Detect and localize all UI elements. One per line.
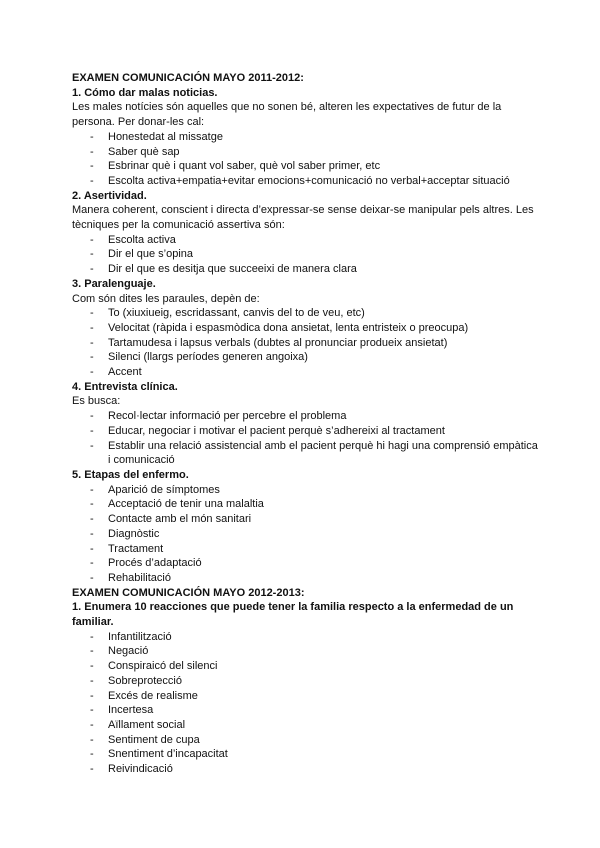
list-item (72, 527, 542, 542)
list-item-text: Aïllament social (108, 718, 186, 731)
bullet-list (72, 409, 542, 468)
list-item (72, 689, 542, 704)
list-item-text: Snentiment d’incapacitat (108, 748, 228, 761)
list-item (72, 321, 542, 336)
dash-bullet: - (90, 513, 94, 526)
list-item (72, 145, 542, 160)
list-item (72, 659, 542, 674)
dash-bullet: - (90, 424, 94, 437)
list-item (72, 306, 542, 321)
list-item (72, 703, 542, 718)
list-item-text: To (xiuxiueig, escridassant, canvis del to de veu, etc) (108, 307, 365, 320)
list-item-text: Conspiraicó del silenci (108, 660, 218, 673)
dash-bullet: - (90, 748, 94, 761)
list-item-text: Velocitat (ràpida i espasmòdica dona ansietat, lenta entristeix o preocupa) (108, 321, 469, 334)
section-heading: 2. Asertividad. (72, 189, 147, 202)
dash-bullet: - (90, 351, 94, 364)
list-item-text: Saber què sap (108, 145, 180, 158)
list-item (72, 674, 542, 689)
list-item-text: Reivindicació (108, 763, 173, 776)
list-item (72, 365, 542, 380)
list-item (72, 130, 542, 145)
list-item-text: Rehabilitació (108, 571, 171, 584)
list-item-text: Excés de realisme (108, 689, 198, 702)
list-item-text: Accent (108, 366, 142, 379)
list-item-text: Escolta activa+empatia+evitar emocions+comunicació no verbal+acceptar situació (108, 174, 510, 187)
dash-bullet: - (90, 660, 94, 673)
dash-bullet: - (90, 439, 94, 452)
list-item-text: Dir el que es desitja que succeeixi de manera clara (108, 263, 357, 276)
dash-bullet: - (90, 542, 94, 555)
dash-bullet: - (90, 689, 94, 702)
list-item-text: Esbrinar què i quant vol saber, què vol saber primer, etc (108, 160, 381, 173)
dash-bullet: - (90, 733, 94, 746)
bullet-list (72, 306, 542, 380)
dash-bullet: - (90, 498, 94, 511)
dash-bullet: - (90, 336, 94, 349)
list-item-text: Incertesa (108, 704, 154, 717)
list-item (72, 350, 542, 365)
dash-bullet: - (90, 557, 94, 570)
dash-bullet: - (90, 307, 94, 320)
dash-bullet: - (90, 248, 94, 261)
bullet-list (72, 483, 542, 586)
list-item (72, 718, 542, 733)
dash-bullet: - (90, 174, 94, 187)
list-item (72, 262, 542, 277)
dash-bullet: - (90, 130, 94, 143)
list-item-text: Acceptació de tenir una malaltia (108, 498, 264, 511)
list-item-text: Tractament (108, 542, 164, 555)
section-heading: 1. Cómo dar malas noticias. (72, 86, 218, 99)
document-page (72, 71, 542, 777)
section-heading: 4. Entrevista clínica. (72, 380, 178, 393)
exam-title: EXAMEN COMUNICACIÓN MAYO 2011-2012: (72, 72, 304, 84)
section-heading: 3. Paralenguaje. (72, 277, 156, 290)
list-item-text: Diagnòstic (108, 527, 160, 540)
list-item-text: Honestedat al missatge (108, 130, 223, 143)
dash-bullet: - (90, 718, 94, 731)
list-item (72, 630, 542, 645)
list-item (72, 247, 542, 262)
list-item (72, 733, 542, 748)
list-item (72, 483, 542, 498)
dash-bullet: - (90, 763, 94, 776)
list-item (72, 542, 542, 557)
dash-bullet: - (90, 527, 94, 540)
list-item (72, 556, 542, 571)
section-intro: Com són dites les paraules, depèn de: (72, 292, 260, 305)
list-item-text: Recol·lectar informació per percebre el problema (108, 410, 347, 423)
list-item-text: Aparició de símptomes (108, 483, 220, 496)
list-item (72, 571, 542, 586)
list-item-text: Tartamudesa i lapsus verbals (dubtes al pronunciar produeix ansietat) (108, 336, 448, 349)
list-item-text: Sobreprotecció (108, 674, 182, 687)
dash-bullet: - (90, 263, 94, 276)
dash-bullet: - (90, 704, 94, 717)
list-item (72, 233, 542, 248)
section-intro: Manera coherent, conscient i directa d’expressar-se sense deixar-se manipular pels altres. Les tècniques per la comunicació assertiva són: (72, 204, 534, 232)
bullet-list (72, 130, 542, 189)
bullet-list (72, 630, 542, 777)
list-item (72, 424, 542, 439)
dash-bullet: - (90, 674, 94, 687)
list-item-text: Dir el que s’opina (108, 248, 193, 261)
dash-bullet: - (90, 233, 94, 246)
list-item (72, 747, 542, 762)
list-item (72, 159, 542, 174)
list-item (72, 762, 542, 777)
list-item (72, 174, 542, 189)
section-intro: Les males notícies són aquelles que no sonen bé, alteren les expectatives de futur de la persona. Per donar-les cal: (72, 101, 502, 129)
exam-title: EXAMEN COMUNICACIÓN MAYO 2012-2013: (72, 586, 305, 599)
list-item-text: Sentiment de cupa (108, 733, 200, 746)
list-item-text: Contacte amb el món sanitari (108, 513, 252, 526)
bullet-list (72, 233, 542, 277)
list-item (72, 512, 542, 527)
dash-bullet: - (90, 160, 94, 173)
list-item-text: Establir una relació assistencial amb el pacient perquè hi hagi una comprensió empàtica i comunicació (108, 439, 538, 467)
list-item (72, 497, 542, 512)
list-item-text: Educar, negociar i motivar el pacient perquè s’adhereixi al tractament (108, 424, 445, 437)
list-item (72, 439, 542, 468)
section-intro: Es busca: (72, 395, 121, 408)
dash-bullet: - (90, 145, 94, 158)
list-item-text: Infantilització (108, 630, 172, 643)
section-heading: 5. Etapas del enfermo. (72, 468, 189, 481)
list-item-text: Procés d’adaptació (108, 557, 202, 570)
dash-bullet: - (90, 571, 94, 584)
dash-bullet: - (90, 366, 94, 379)
list-item (72, 336, 542, 351)
list-item-text: Escolta activa (108, 233, 176, 246)
dash-bullet: - (90, 483, 94, 496)
list-item (72, 644, 542, 659)
dash-bullet: - (90, 321, 94, 334)
dash-bullet: - (90, 410, 94, 423)
dash-bullet: - (90, 645, 94, 658)
list-item-text: Negació (108, 645, 149, 658)
list-item (72, 409, 542, 424)
dash-bullet: - (90, 630, 94, 643)
list-item-text: Silenci (llargs períodes generen angoixa) (108, 351, 308, 364)
section-heading: 1. Enumera 10 reacciones que puede tener la familia respecto a la enfermedad de un familiar. (72, 601, 514, 629)
